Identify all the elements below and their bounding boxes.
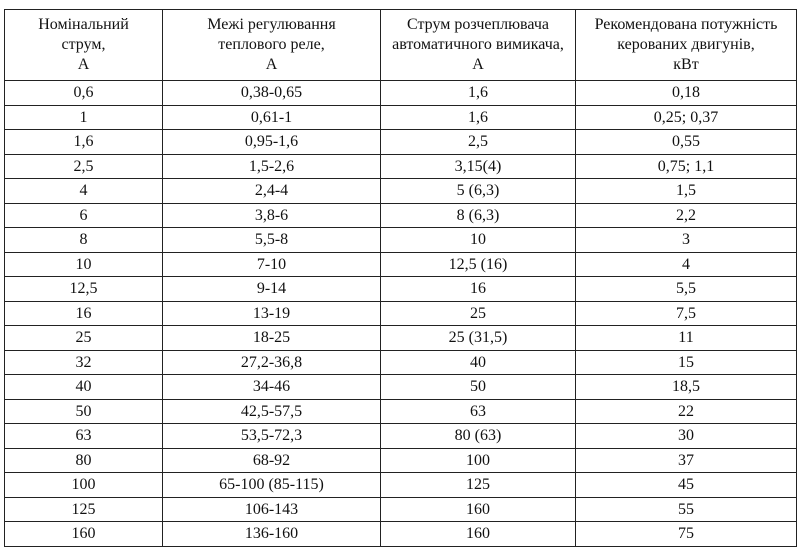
table-row (5, 203, 797, 228)
cell-motor-power: 37 (576, 448, 797, 473)
header-line: струм, (61, 36, 106, 53)
cell-relay-range: 0,38-0,65 (163, 81, 381, 106)
cell-breaker-current: 160 (381, 497, 576, 522)
cell-relay-range: 0,95-1,6 (163, 130, 381, 155)
cell-relay-range: 1,5-2,6 (163, 154, 381, 179)
cell-rated-current: 63 (5, 424, 163, 449)
header-line: А (77, 56, 90, 73)
cell-breaker-current: 12,5 (16) (381, 252, 576, 277)
cell-breaker-current: 8 (6,3) (381, 203, 576, 228)
table-row (5, 277, 797, 302)
table-row (5, 326, 797, 351)
cell-motor-power: 15 (576, 350, 797, 375)
cell-motor-power: 3 (576, 228, 797, 253)
header-line: Струм розчеплювача (407, 16, 549, 33)
table-row (5, 473, 797, 498)
table-row (5, 350, 797, 375)
cell-breaker-current: 63 (381, 399, 576, 424)
cell-rated-current: 125 (5, 497, 163, 522)
cell-breaker-current: 40 (381, 350, 576, 375)
cell-relay-range: 5,5-8 (163, 228, 381, 253)
header-line: А (472, 56, 484, 73)
table-row (5, 81, 797, 106)
cell-relay-range: 13-19 (163, 301, 381, 326)
cell-rated-current: 80 (5, 448, 163, 473)
cell-rated-current: 1,6 (5, 130, 163, 155)
cell-motor-power: 7,5 (576, 301, 797, 326)
cell-rated-current: 160 (5, 522, 163, 547)
cell-breaker-current: 5 (6,3) (381, 179, 576, 204)
cell-relay-range: 27,2-36,8 (163, 350, 381, 375)
cell-relay-range: 106-143 (163, 497, 381, 522)
header-line: А (265, 56, 278, 73)
table-row (5, 228, 797, 253)
cell-relay-range: 9-14 (163, 277, 381, 302)
cell-breaker-current: 10 (381, 228, 576, 253)
cell-relay-range: 136-160 (163, 522, 381, 547)
cell-rated-current: 8 (5, 228, 163, 253)
cell-rated-current: 50 (5, 399, 163, 424)
cell-motor-power: 5,5 (576, 277, 797, 302)
cell-rated-current: 2,5 (5, 154, 163, 179)
cell-motor-power: 45 (576, 473, 797, 498)
cell-breaker-current: 160 (381, 522, 576, 547)
header-line: кВт (673, 56, 699, 73)
cell-motor-power: 4 (576, 252, 797, 277)
header-motor-power (576, 10, 797, 81)
cell-rated-current: 10 (5, 252, 163, 277)
cell-relay-range: 42,5-57,5 (163, 399, 381, 424)
cell-motor-power: 55 (576, 497, 797, 522)
cell-breaker-current: 16 (381, 277, 576, 302)
header-line: автоматичного вимикача, (392, 36, 564, 53)
cell-rated-current: 100 (5, 473, 163, 498)
cell-motor-power: 30 (576, 424, 797, 449)
cell-breaker-current: 2,5 (381, 130, 576, 155)
cell-relay-range: 68-92 (163, 448, 381, 473)
cell-motor-power: 0,55 (576, 130, 797, 155)
cell-relay-range: 0,61-1 (163, 105, 381, 130)
cell-rated-current: 6 (5, 203, 163, 228)
cell-breaker-current: 50 (381, 375, 576, 400)
header-line: Номінальний (38, 16, 129, 33)
table-body (5, 81, 797, 547)
cell-motor-power: 0,25; 0,37 (576, 105, 797, 130)
cell-motor-power: 0,18 (576, 81, 797, 106)
table-row (5, 130, 797, 155)
cell-breaker-current: 100 (381, 448, 576, 473)
header-row (5, 10, 797, 81)
cell-breaker-current: 25 (381, 301, 576, 326)
table-row (5, 497, 797, 522)
table-row (5, 252, 797, 277)
table-row (5, 301, 797, 326)
header-line: Рекомендована потужність (594, 16, 778, 33)
table-row (5, 424, 797, 449)
cell-motor-power: 2,2 (576, 203, 797, 228)
header-rated-current (5, 10, 163, 81)
cell-relay-range: 18-25 (163, 326, 381, 351)
table-row (5, 522, 797, 547)
cell-rated-current: 12,5 (5, 277, 163, 302)
cell-motor-power: 1,5 (576, 179, 797, 204)
cell-breaker-current: 25 (31,5) (381, 326, 576, 351)
cell-rated-current: 4 (5, 179, 163, 204)
cell-relay-range: 3,8-6 (163, 203, 381, 228)
cell-relay-range: 53,5-72,3 (163, 424, 381, 449)
cell-rated-current: 16 (5, 301, 163, 326)
cell-breaker-current: 3,15(4) (381, 154, 576, 179)
header-line: Межі регулювання (207, 16, 336, 33)
cell-relay-range: 7-10 (163, 252, 381, 277)
cell-rated-current: 0,6 (5, 81, 163, 106)
cell-breaker-current: 1,6 (381, 81, 576, 106)
cell-relay-range: 34-46 (163, 375, 381, 400)
header-line: теплового реле, (218, 36, 325, 53)
table-row (5, 154, 797, 179)
cell-motor-power: 22 (576, 399, 797, 424)
cell-breaker-current: 80 (63) (381, 424, 576, 449)
header-relay-range (163, 10, 381, 81)
cell-motor-power: 11 (576, 326, 797, 351)
cell-rated-current: 40 (5, 375, 163, 400)
table-row (5, 375, 797, 400)
cell-breaker-current: 125 (381, 473, 576, 498)
table-row (5, 448, 797, 473)
specification-table (4, 9, 797, 547)
cell-motor-power: 18,5 (576, 375, 797, 400)
cell-relay-range: 65-100 (85-115) (163, 473, 381, 498)
cell-motor-power: 75 (576, 522, 797, 547)
table-row (5, 105, 797, 130)
cell-rated-current: 25 (5, 326, 163, 351)
cell-rated-current: 1 (5, 105, 163, 130)
cell-rated-current: 32 (5, 350, 163, 375)
header-breaker-current (381, 10, 576, 81)
header-line: керованих двигунів, (617, 36, 755, 53)
cell-relay-range: 2,4-4 (163, 179, 381, 204)
table-row (5, 179, 797, 204)
cell-motor-power: 0,75; 1,1 (576, 154, 797, 179)
cell-breaker-current: 1,6 (381, 105, 576, 130)
table-row (5, 399, 797, 424)
